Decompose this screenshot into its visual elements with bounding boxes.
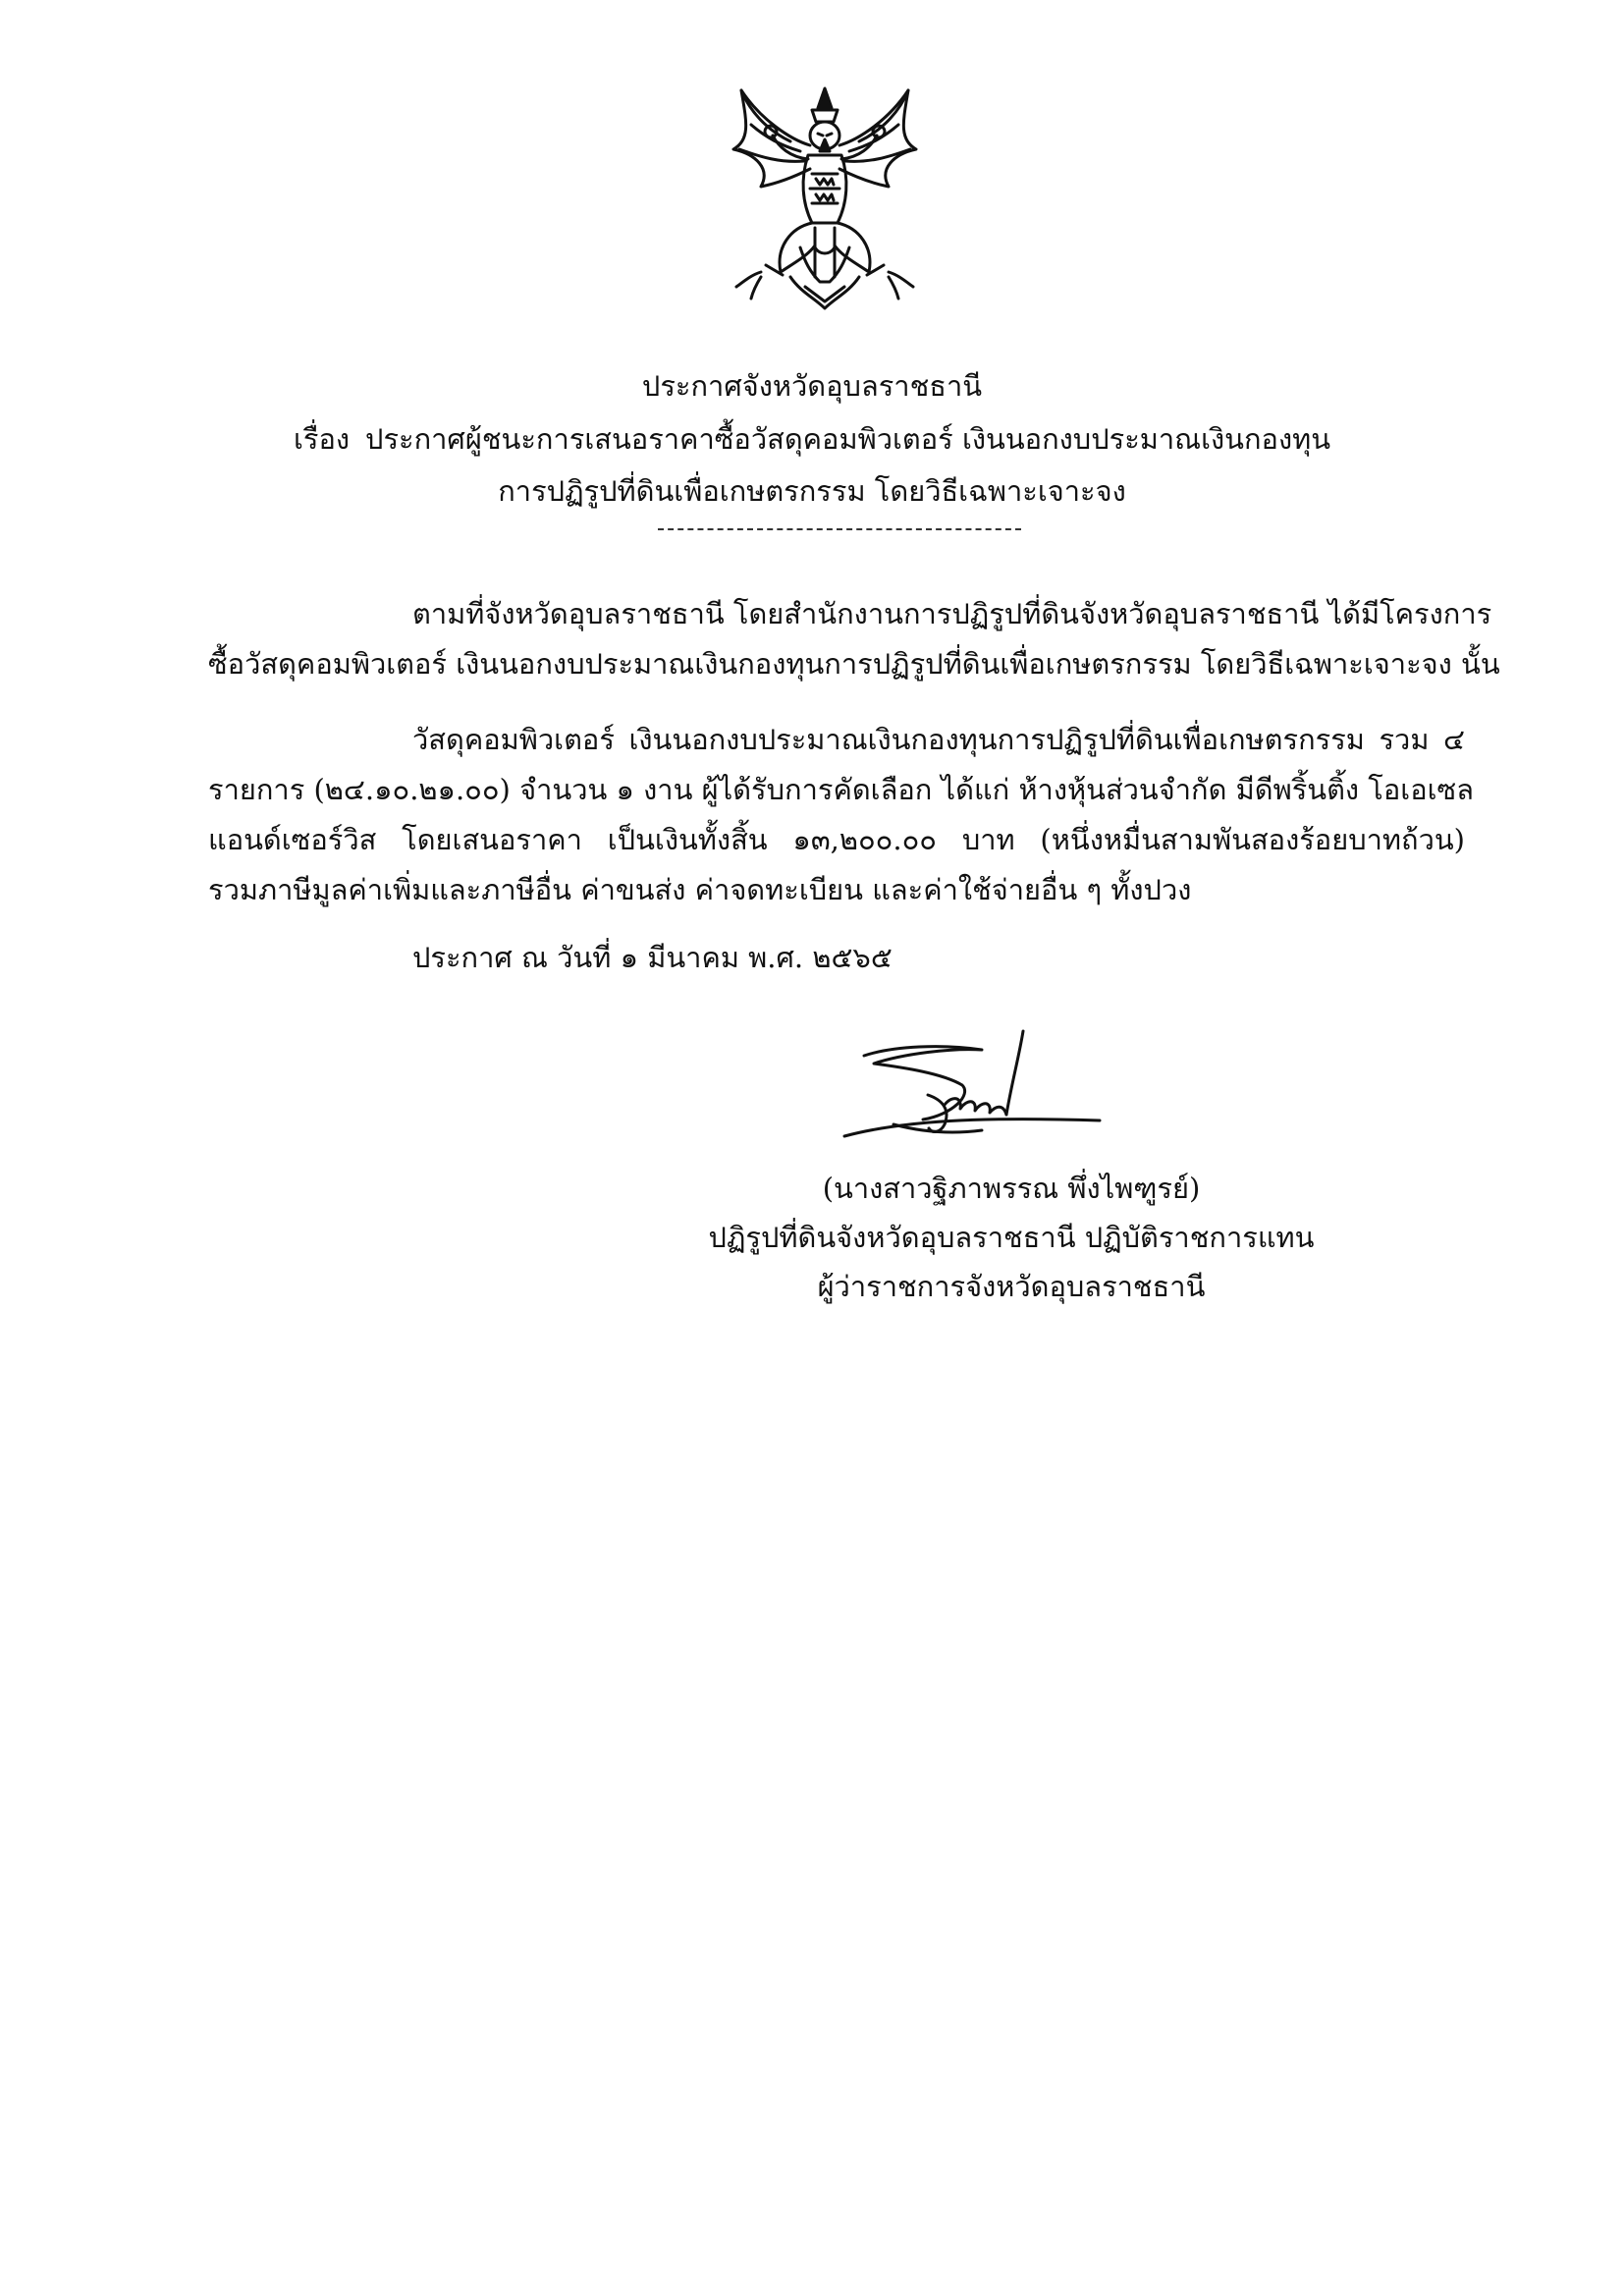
paragraph2-line3: แอนด์เซอร์วิส โดยเสนอราคา เป็นเงินทั้งสิ้น ๑๓,๒๐๐.๐๐ บาท (หนึ่งหมื่นสามพันสองร้อยบาทถ้วน) — [208, 823, 1465, 856]
subject-text-line1: ประกาศผู้ชนะการเสนอราคาซื้อวัสดุคอมพิวเตอร์ เงินนอกงบประมาณเงินกองทุน — [365, 422, 1331, 456]
paragraph-award — [208, 715, 1474, 915]
dashed-separator — [658, 528, 1021, 530]
handwritten-signature — [835, 1026, 1105, 1154]
paragraph2-line4: รวมภาษีมูลค่าเพิ่มและภาษีอื่น ค่าขนส่ง ค่าจดทะเบียน และค่าใช้จ่ายอื่น ๆ ทั้งปวง — [208, 873, 1192, 906]
signatory-name: (นางสาวฐิภาพรรณ พึ่งไพฑูรย์) — [822, 1172, 1201, 1205]
paragraph2-line2: รายการ (๒๔.๑๐.๒๑.๐๐) จำนวน ๑ งาน ผู้ได้รับการคัดเลือก ได้แก่ ห้างหุ้นส่วนจำกัด มีดีพริ้นติ้ง โอเอเซล — [208, 773, 1474, 806]
signatory-position-line2: ผู้ว่าราชการจังหวัดอุบลราชธานี — [817, 1270, 1206, 1303]
subject-label: เรื่อง — [293, 422, 351, 456]
paragraph-background — [208, 589, 1500, 689]
announcement-title: ประกาศจังหวัดอุบลราชธานี — [641, 369, 983, 403]
paragraph1-line1: ตามที่จังหวัดอุบลราชธานี โดยสำนักงานการปฏิรูปที่ดินจังหวัดอุบลราชธานี ได้มีโครงการ — [412, 597, 1492, 630]
subject-text-line2: การปฏิรูปที่ดินเพื่อเกษตรกรรม โดยวิธีเฉพาะเจาะจง — [498, 474, 1126, 508]
paragraph1-line2: ซื้อวัสดุคอมพิวเตอร์ เงินนอกงบประมาณเงินกองทุนการปฏิรูปที่ดินเพื่อเกษตรกรรม โดยวิธีเฉพาะเจาะจง นั้น — [208, 647, 1500, 681]
signatory-block — [677, 1164, 1345, 1311]
paragraph2-line1: วัสดุคอมพิวเตอร์ เงินนอกงบประมาณเงินกองทุนการปฏิรูปที่ดินเพื่อเกษตรกรรม รวม ๔ — [412, 723, 1465, 756]
subject-line — [0, 419, 1624, 459]
garuda-emblem-icon — [722, 81, 928, 316]
announcement-date: ประกาศ ณ วันที่ ๑ มีนาคม พ.ศ. ๒๕๖๕ — [412, 941, 893, 974]
signatory-position-line1: ปฏิรูปที่ดินจังหวัดอุบลราชธานี ปฏิบัติราชการแทน — [708, 1221, 1315, 1254]
